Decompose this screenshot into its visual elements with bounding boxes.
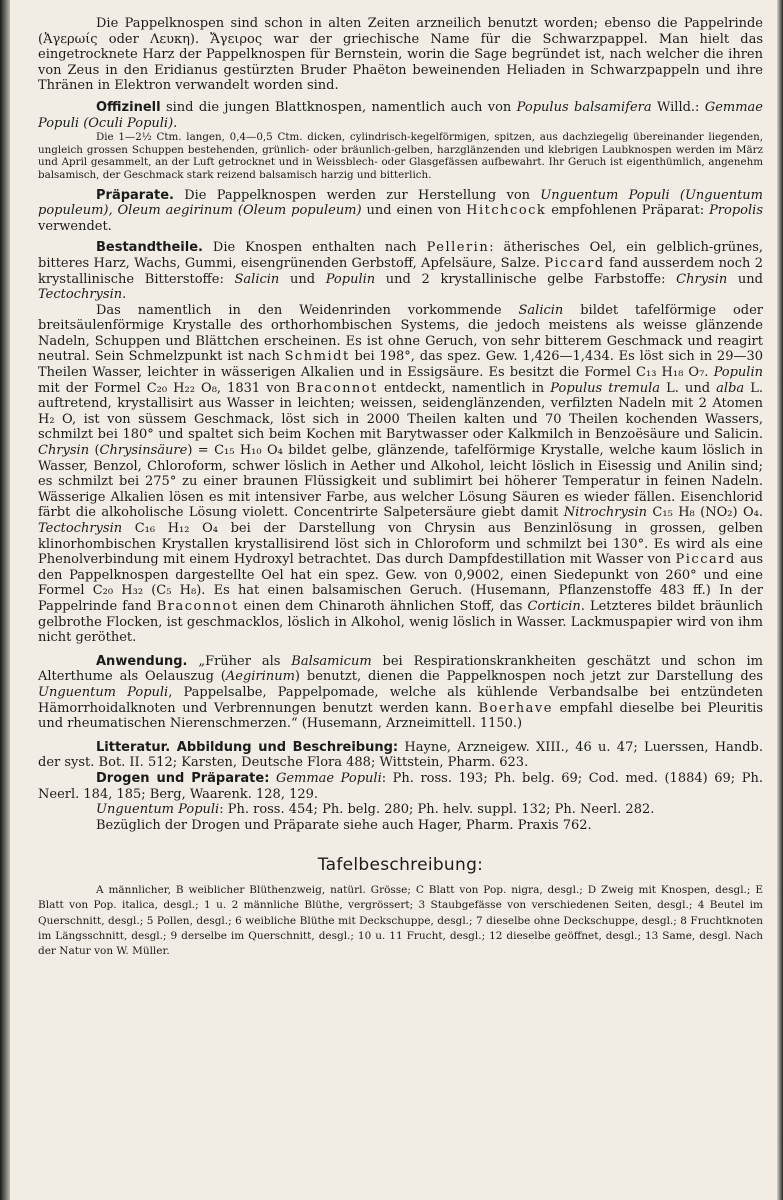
author-name: Braconnot	[156, 598, 239, 614]
bestandtheile-text-c: fand ausserdem noch 2 krystallinische Bitterstoffe:	[38, 255, 763, 287]
species-name: Populus tremula	[550, 380, 661, 396]
scan-edge-right	[777, 0, 783, 1200]
praeparate-text-d: verwendet.	[38, 218, 112, 234]
compound-name: Aegirinum	[225, 669, 295, 685]
author-name: Schmidt	[284, 349, 350, 365]
author-name: Piccard	[544, 255, 605, 271]
bestandtheile-paragraph	[38, 240, 763, 302]
offizinell-description: Die 1—2½ Ctm. langen, 0,4—0,5 Ctm. dicken, cylindrisch-kegelförmigen, spitzen, aus dachziegelig übereinander liegenden, ungleich grossen Schuppen bestehenden, grünlich- oder bräunlich-gelben, harzglänzenden und klebrigen Laubknospen werden im März und April gesammelt, an der Luft getrocknet und in Weissblech- oder Glasgefässen aufbewahrt. Ihr Geruch ist eigenthümlich, angenehm balsamisch, der Geschmack stark reizend balsamisch harzig und bitterlich.	[38, 131, 763, 181]
chemie-text: L. und	[660, 380, 717, 396]
species-name: Populus balsamifera	[516, 99, 652, 115]
anwendung-text: ) benutzt, dienen die Pappelknospen noch jetzt zur Darstellung des	[294, 669, 764, 685]
chemie-text: bildet tafelförmige oder breitsäulenförmige Krystalle des orthorhombischen Systems, die jedoch meistens als weisse glänzende Nadeln, Schuppen und Blättchen erscheinen. Es ist ohne Geruch, von sehr bitterem Geschmack und reagirt neutral. Sein Schmelzpunkt ist nach	[38, 302, 764, 365]
intro-paragraph: Die Pappelknospen sind schon in alten Zeiten arzneilich benutzt worden; ebenso die Pappelrinde (Ἀγερωίς oder Λευκη). Ἄγειρος war der griechische Name für die Schwarzpappel. Man hielt das eingetrocknete Harz der Pappelknospen für Bernstein, worin die Sage begründet ist, nach welcher die ihren von Zeus in den Eridianus gestürzten Bruder Phaëton beweinenden Heliaden in Schwarzpappeln und ihre Thränen in Elektron verwandelt worden sind.	[38, 16, 763, 94]
anwendung-text: , Pappelsalbe, Pappelpomade, welche als kühlende Verbandsalbe bei entzündeten Hämorrhoidalknoten und Verbrennungen benutzt werden kann.	[38, 684, 764, 716]
tafel-title: Tafelbeschreibung:	[317, 855, 484, 876]
author-name: Pellerin	[426, 240, 490, 256]
unguentum-text: : Ph. ross. 454; Ph. belg. 280; Ph. helv. suppl. 132; Ph. Neerl. 282.	[219, 802, 655, 818]
chemie-text: mit der Formel C₂₀ H₂₂ O₈, 1831 von	[38, 380, 296, 396]
bestandtheile-heading: Bestandtheile.	[96, 240, 203, 256]
litteratur-text: Hayne, Arzneigew. XIII., 46 u. 47; Luerssen, Handb. der syst. Bot. II. 512; Karsten, Deutsche Flora 488; Wittstein, Pharm. 623.	[38, 739, 763, 771]
tafel-text: A männlicher, B weiblicher Blüthenzweig, natürl. Grösse; C Blatt von Pop. nigra, desgl.; D Zweig mit Knospen, desgl.; E Blatt von Pop. italica, desgl.; 1 u. 2 männliche Blüthe, vergrössert; 3 Staubgefässe von verschiedenen Seiten, desgl.; 4 Beutel im Querschnitt, desgl.; 5 Pollen, desgl.; 6 weibliche Blüthe mit Deckschuppe, desgl.; 7 dieselbe ohne Deckschuppe, desgl.; 8 Fruchtknoten im Längsschnitt, desgl.; 9 derselbe im Querschnitt, desgl.; 10 u. 11 Frucht, desgl.; 12 dieselbe geöffnet, desgl.; 13 Same, desgl. Nach der Natur von W. Müller.	[38, 884, 763, 958]
drug-name: Gemmae Populi (Oculi Populi).	[38, 99, 763, 131]
offizinell-paragraph	[38, 100, 763, 131]
propolis-name: Propolis	[709, 203, 763, 219]
drug-name: Unguentum Populi	[96, 802, 220, 818]
compound-name: Salicin	[518, 302, 564, 318]
chemie-text: C₁₆ H₁₂ O₄ bei der Darstellung von Chrysin aus Benzinlösung in grossen, gelben klinorhombischen Krystallen krystallisirend löst sich in Chloroform und schmilzt bei 130°. Es wird als eine Phenolverbindung mit einem Hydroxyl betrachtet. Das durch Dampfdestillation mit Wasser von	[38, 521, 763, 568]
praeparate-text-c: empfohlenen Präparat:	[546, 203, 710, 219]
chemie-text: bei 198°, das spez. Gew. 1,426—1,434. Es löst sich in 29—30 Theilen Wasser, leichter in wässerigen Alkalien und in Essigsäure. Es besitzt die Formel C₁₃ H₁₈ O₇.	[38, 349, 764, 381]
anwendung-text: „Früher als	[187, 653, 292, 669]
compound-name: Chrysinsäure	[99, 443, 188, 459]
chemie-paragraph	[38, 303, 763, 646]
drogen-paragraph	[38, 771, 763, 802]
unguentum-paragraph	[38, 802, 763, 818]
unguentum-name: Unguentum Populi (Unguentum populeum), Oleum aegirinum (Oleum populeum)	[38, 187, 763, 219]
offizinell-text: sind die jungen Blattknospen, namentlich auch von	[160, 99, 517, 115]
litteratur-heading: Litteratur. Abbildung und Beschreibung:	[96, 739, 399, 755]
compound-name: Nitrochrysin	[563, 505, 647, 521]
bestandtheile-text-d: und 2 krystallinische gelbe Farbstoffe:	[375, 271, 677, 287]
praeparate-paragraph	[38, 188, 763, 235]
compound-name: Corticin	[527, 598, 581, 614]
bestandtheile-text: Die Knospen enthalten nach	[202, 240, 427, 256]
tafel-description	[38, 883, 763, 959]
compound-name: Salicin	[234, 271, 280, 287]
offizinell-heading: Offizinell	[96, 99, 161, 115]
anwendung-paragraph	[38, 654, 763, 732]
compound-name: Unguentum Populi	[38, 684, 169, 700]
chemie-text: Das namentlich in den Weidenrinden vorkommende	[96, 302, 519, 318]
compound-name: Tectochrysin.	[38, 287, 127, 303]
chemie-text: L. auftretend, krystallisirt aus Wasser in leichten; weissen, seidenglänzenden, verfilzten Nadeln mit 2 Atomen H₂ O, ist von süssem Geschmack, löst sich in 2000 Theilen kalten und 70 Theilen kochenden Wassers, schmilzt bei 180° und spaltet sich beim Kochen mit Barytwasser oder Kalkmilch in Benzoësäure und Salicin.	[38, 380, 764, 443]
chemie-text: (	[89, 443, 100, 459]
compound-name: Populin	[325, 271, 376, 287]
compound-name: Balsamicum	[291, 653, 372, 669]
author-name: Braconnot	[295, 380, 378, 396]
anwendung-heading: Anwendung.	[96, 653, 188, 669]
species-name: alba	[716, 380, 745, 396]
drogen-heading: Drogen und Präparate:	[96, 770, 270, 786]
compound-name: Tectochrysin	[38, 521, 123, 536]
chemie-text: entdeckt, namentlich in	[377, 380, 551, 396]
compound-name: Populin	[713, 365, 763, 381]
chemie-text: ) = C₁₅ H₁₀ O₄ bildet gelbe, glänzende, tafelförmige Krystalle, welche kaum löslich in Wasser, Benzol, Chloroform, schwer löslich in Aether und Alkohol, leicht löslich in Eisessig und Anilin sind; es schmilzt bei 275° zu einer braunen Flüssigkeit und sublimirt bei höherer Temperatur in feinen Nadeln. Wässerige Alkalien lösen es mit intensiver Farbe, aus welcher Lösung Säuren es wieder fällen. Eisenchlorid färbt die alkoholische Lösung violett. Concentrirte Salpetersäure giebt damit	[38, 443, 763, 521]
author-name: Piccard	[675, 552, 736, 568]
scan-edge-left	[0, 0, 10, 1200]
chemie-text: C₁₅ H₈ (NO₂) O₄.	[647, 505, 763, 521]
drug-name: Gemmae Populi	[275, 770, 382, 786]
anwendung-text: bei Respirationskrankheiten geschätzt und schon im Alterthume als Oelauszug (	[38, 653, 763, 685]
praeparate-heading: Präparate.	[96, 187, 174, 203]
bestandtheile-und: und	[279, 271, 326, 287]
chemie-text: einen dem Chinaroth ähnlichen Stoff, das	[238, 598, 528, 614]
bezueglich-paragraph: Bezüglich der Drogen und Präparate siehe auch Hager, Pharm. Praxis 762.	[96, 817, 592, 833]
offizinell-text-b: Willd.:	[651, 99, 705, 115]
compound-name: Chrysin	[38, 443, 90, 459]
litteratur-paragraph	[38, 740, 763, 771]
author-name: Boerhave	[478, 700, 553, 716]
praeparate-text: Die Pappelknospen werden zur Herstellung von	[173, 187, 541, 203]
anwendung-text: empfahl dieselbe bei Pleuritis und rheumatischen Nierenschmerzen.“ (Husemann, Arzneimittell. 1150.)	[38, 700, 763, 732]
bestandtheile-und: und	[727, 271, 763, 287]
compound-name: Chrysin	[676, 271, 728, 287]
drogen-text: : Ph. ross. 193; Ph. belg. 69; Cod. med. (1884) 69; Ph. Neerl. 184, 185; Berg, Waarenk. 128, 129.	[38, 770, 763, 802]
bestandtheile-text-b: : ätherisches Oel, ein gelblich-grünes, bitteres Harz, Wachs, Gummi, eisengrünenden Gerbstoff, Apfelsäure, Salze.	[38, 240, 763, 271]
chemie-text: aus den Pappelknospen dargestellte Oel hat ein spez. Gew. von 0,9002, einen Siedepunkt von 260° und eine Formel C₂₀ H₃₂ (C₅ H₈). Es hat einen balsamischen Geruch. (Husemann, Pflanzenstoffe 483 ff.) In der Pappelrinde fand	[38, 552, 763, 614]
author-name: Hitchcock	[466, 203, 547, 219]
chemie-text: . Letzteres bildet bräunlich gelbrothe Flocken, ist geschmacklos, löslich in Alkohol, wenig löslich in Wasser. Lackmuspapier wird von ihm nicht geröthet.	[38, 598, 763, 646]
praeparate-text-b: und einen von	[361, 203, 467, 219]
